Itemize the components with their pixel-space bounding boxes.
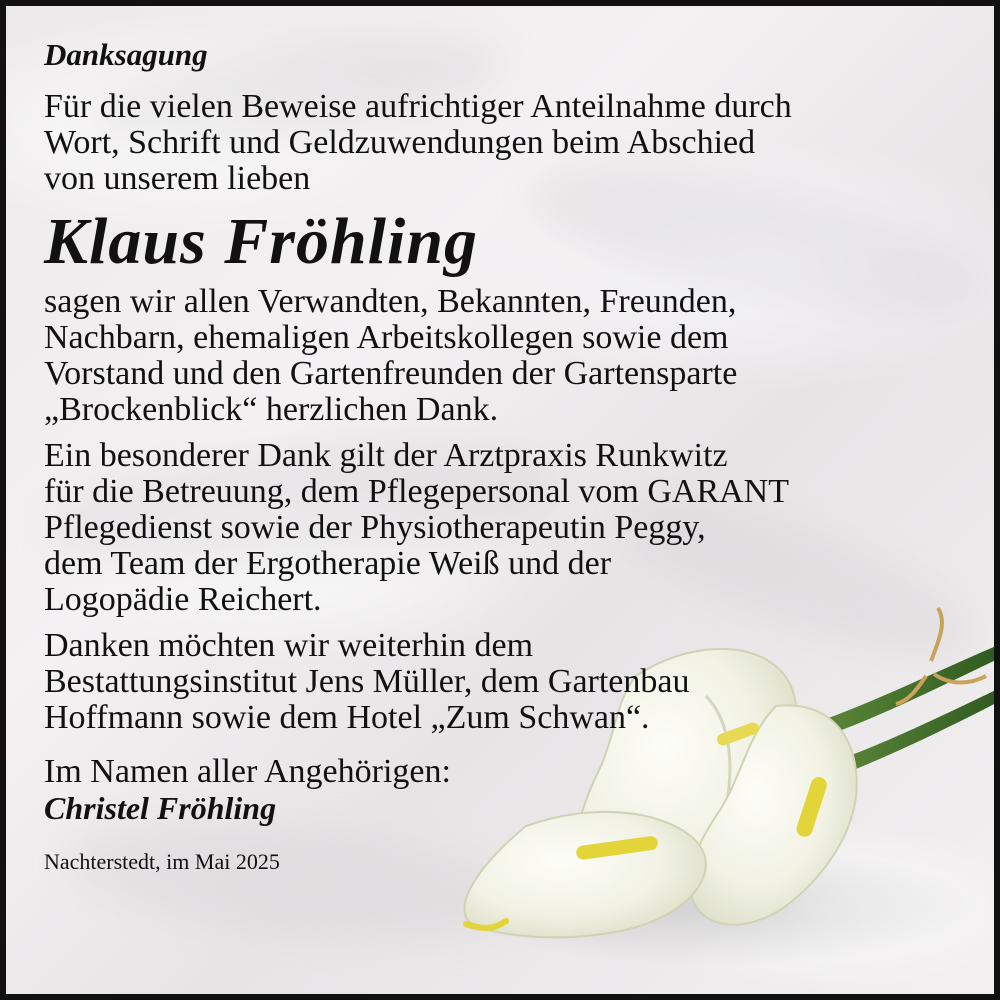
- text-line: sagen wir allen Verwandten, Bekannten, Freunden,: [44, 283, 737, 321]
- text-line: Nachbarn, ehemaligen Arbeitskollegen sowie dem: [44, 319, 729, 357]
- text-line: dem Team der Ergotherapie Weiß und der: [44, 545, 612, 583]
- text-line: Logopädie Reichert.: [44, 581, 322, 619]
- text-line: Vorstand und den Gartenfreunden der Gartensparte: [44, 355, 738, 393]
- text-line: Bestattungsinstitut Jens Müller, dem Gartenbau: [44, 663, 690, 701]
- text-line: von unserem lieben: [44, 160, 311, 198]
- text-line: Pflegedienst sowie der Physiotherapeutin Peggy,: [44, 509, 706, 547]
- text-line: Für die vielen Beweise aufrichtiger Anteilnahme durch: [44, 88, 792, 126]
- text-line: Hoffmann sowie dem Hotel „Zum Schwan“.: [44, 699, 650, 737]
- text-line: „Brockenblick“ herzlichen Dank.: [44, 391, 499, 429]
- notice-text: [44, 36, 964, 876]
- intro-paragraph: [44, 89, 964, 197]
- notice-heading: Danksagung: [44, 37, 208, 72]
- deceased-name: Klaus Fröhling: [44, 205, 479, 279]
- thanks-paragraph: [44, 284, 964, 428]
- further-thanks-paragraph: [44, 628, 964, 736]
- place-date: Nachterstedt, im Mai 2025: [44, 849, 280, 875]
- on-behalf-line: Im Namen aller Angehörigen:: [44, 753, 451, 791]
- signer-name: Christel Fröhling: [44, 790, 277, 827]
- text-line: für die Betreuung, dem Pflegepersonal vom GARANT: [44, 473, 789, 511]
- text-line: Danken möchten wir weiterhin dem: [44, 627, 534, 665]
- special-thanks-paragraph: [44, 438, 964, 618]
- text-line: Ein besonderer Dank gilt der Arztpraxis Runkwitz: [44, 437, 728, 475]
- text-line: Wort, Schrift und Geldzuwendungen beim Abschied: [44, 124, 756, 162]
